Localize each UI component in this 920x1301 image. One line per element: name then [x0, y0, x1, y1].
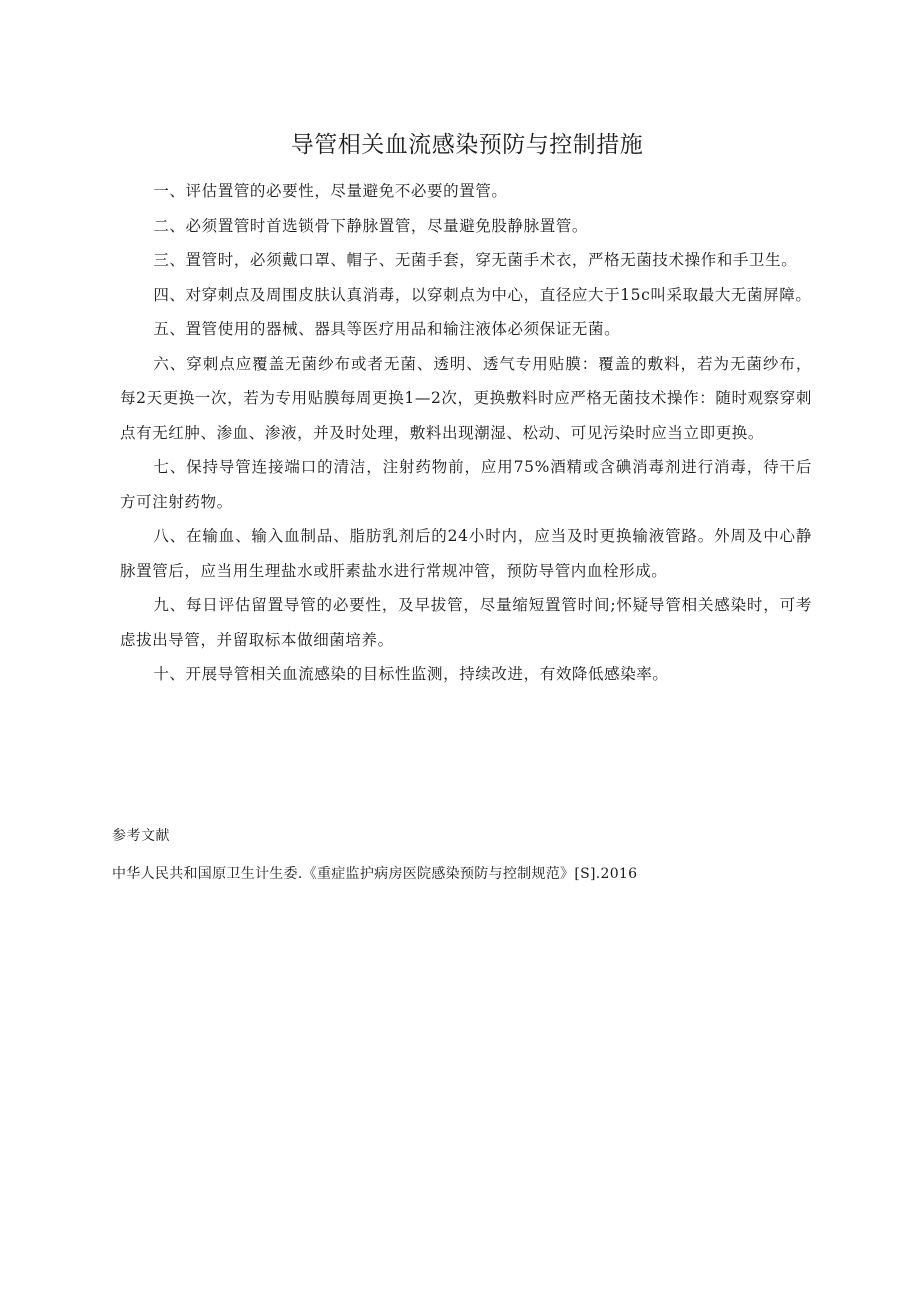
- paragraph-10: 十、开展导管相关血流感染的目标性监测，持续改进，有效降低感染率。: [153, 665, 669, 683]
- document-body: [120, 174, 812, 692]
- document-title: 导管相关血流感染预防与控制措施: [290, 132, 644, 158]
- paragraph-3: 三、置管时，必须戴口罩、帽子、无菌手套，穿无菌手术衣，严格无菌技术操作和手卫生。: [153, 251, 798, 269]
- paragraph-8: 八、在输血、输入血制品、脂肪乳剂后的24小时内，应当及时更换输液管路。外周及中心静脉置管后，应当用生理盐水或肝素盐水进行常规冲管，预防导管内血栓形成。: [120, 527, 812, 580]
- paragraph-9: 九、每日评估留置导管的必要性，及早拔管，尽量缩短置管时间;怀疑导管相关感染时，可考虑拔出导管，并留取标本做细菌培养。: [120, 596, 812, 649]
- paragraph-6: 六、穿刺点应覆盖无菌纱布或者无菌、透明、透气专用贴膜：覆盖的敷料，若为无菌纱布，每2天更换一次，若为专用贴膜每周更换1—2次，更换敷料时应严格无菌技术操作：随时观察穿刺点有无红肿、渗血、渗液，并及时处理，敷料出现潮湿、松动、可见污染时应当立即更换。: [120, 354, 812, 442]
- paragraph-2: 二、必须置管时首选锁骨下静脉置管，尽量避免股静脉置管。: [153, 216, 589, 235]
- paragraph-5: 五、置管使用的器械、器具等医疗用品和输注液体必须保证无菌。: [153, 320, 621, 338]
- paragraph-7: 七、保持导管连接端口的清洁，注射药物前，应用75%酒精或含碘消毒剂进行消毒，待干后方可注射药物。: [120, 458, 812, 511]
- reference-item: 中华人民共和国原卫生计生委.《重症监护病房医院感染预防与控制规范》[S].2016: [112, 866, 638, 882]
- paragraph-1: 一、评估置管的必要性，尽量避免不必要的置管。: [153, 182, 508, 200]
- references-heading: 参考文献: [112, 828, 170, 844]
- paragraph-4: 四、对穿刺点及周围皮肤认真消毒，以穿刺点为中心，直径应大于15c叫采取最大无菌屏障。: [153, 285, 812, 304]
